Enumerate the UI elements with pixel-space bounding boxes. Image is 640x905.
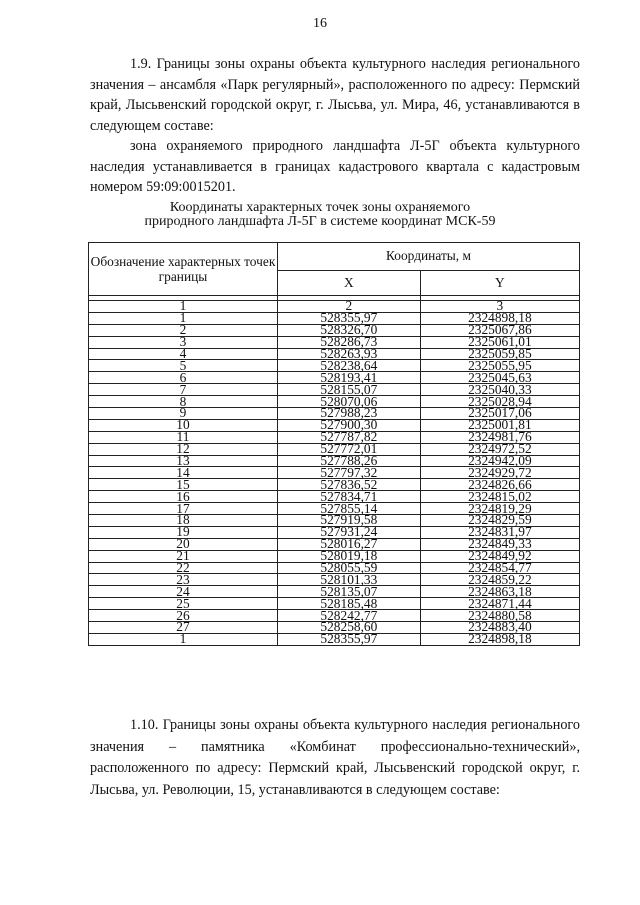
y-coordinate-cell: 2324942,09 xyxy=(420,455,579,467)
y-coordinate-cell: 2324829,59 xyxy=(420,515,579,527)
point-number-cell: 15 xyxy=(89,479,278,491)
point-number-cell: 4 xyxy=(89,348,278,360)
point-number-cell: 8 xyxy=(89,396,278,408)
point-number-cell: 25 xyxy=(89,598,278,610)
point-number-cell: 9 xyxy=(89,408,278,420)
x-coordinate-cell: 528242,77 xyxy=(278,610,421,622)
x-coordinate-cell: 528355,97 xyxy=(278,312,421,324)
y-coordinate-cell: 2324859,22 xyxy=(420,574,579,586)
point-number-cell: 23 xyxy=(89,574,278,586)
point-number-cell: 11 xyxy=(89,431,278,443)
table-row xyxy=(89,633,580,645)
point-number-cell: 17 xyxy=(89,503,278,515)
x-coordinate-cell: 528135,07 xyxy=(278,586,421,598)
point-number-cell: 2 xyxy=(89,324,278,336)
y-coordinate-cell: 2325028,94 xyxy=(420,396,579,408)
point-number-cell: 19 xyxy=(89,526,278,538)
x-coordinate-cell: 528286,73 xyxy=(278,336,421,348)
point-number-cell: 5 xyxy=(89,360,278,372)
point-number-cell: 10 xyxy=(89,419,278,431)
x-coordinate-cell: 527988,23 xyxy=(278,408,421,420)
x-coordinate-cell: 527900,30 xyxy=(278,419,421,431)
y-coordinate-cell: 2325067,86 xyxy=(420,324,579,336)
y-coordinate-cell: 2325001,81 xyxy=(420,419,579,431)
y-coordinate-cell: 2325040,33 xyxy=(420,384,579,396)
y-coordinate-cell: 2324883,40 xyxy=(420,622,579,634)
x-coordinate-cell: 527787,82 xyxy=(278,431,421,443)
y-coordinate-cell: 2324898,18 xyxy=(420,633,579,645)
point-number-cell: 14 xyxy=(89,467,278,479)
point-number-cell: 22 xyxy=(89,562,278,574)
y-coordinate-cell: 2324831,97 xyxy=(420,526,579,538)
x-coordinate-cell: 528258,60 xyxy=(278,622,421,634)
section-1-9-paragraph: 1.9. Границы зоны охраны объекта культурного наследия регионального значения – ансамбля «Парк регулярный», расположенного по адресу: Пермский край, Лысьвенский городской округ, г. Лысьва, ул. Мира, 46, устанавливаются в следующем составе: xyxy=(90,56,580,134)
section-1-10-paragraph: 1.10. Границы зоны охраны объекта культурного наследия регионального значения – памятника «Комбинат профессионально-технический», расположенного по адресу: Пермский край, Лысьвенский городской округ, г. Лысьва, ул. Революции, 15, устанавливаются в следующем составе: xyxy=(90,717,580,798)
section-1-9-zone-paragraph: зона охраняемого природного ландшафта Л-5Г объекта культурного наследия устанавливается в границах кадастрового квартала с кадастровым номером 59:09:0015201. xyxy=(90,138,580,195)
table-title-line-2: природного ландшафта Л-5Г в системе координат МСК-59 xyxy=(144,214,496,229)
header-y: Y xyxy=(420,270,579,295)
column-number-2: 2 xyxy=(278,301,421,313)
x-coordinate-cell: 528355,97 xyxy=(278,633,421,645)
y-coordinate-cell: 2324880,58 xyxy=(420,610,579,622)
y-coordinate-cell: 2324898,18 xyxy=(420,312,579,324)
y-coordinate-cell: 2324815,02 xyxy=(420,491,579,503)
point-number-cell: 27 xyxy=(89,622,278,634)
point-number-cell: 6 xyxy=(89,372,278,384)
y-coordinate-cell: 2324826,66 xyxy=(420,479,579,491)
coordinates-table-body xyxy=(89,296,580,646)
x-coordinate-cell: 528019,18 xyxy=(278,550,421,562)
y-coordinate-cell: 2324854,77 xyxy=(420,562,579,574)
point-number-cell: 1 xyxy=(89,312,278,324)
y-coordinate-cell: 2324819,29 xyxy=(420,503,579,515)
x-coordinate-cell: 527834,71 xyxy=(278,491,421,503)
header-x: X xyxy=(278,270,421,295)
x-coordinate-cell: 528155,07 xyxy=(278,384,421,396)
y-coordinate-cell: 2324871,44 xyxy=(420,598,579,610)
point-number-cell: 21 xyxy=(89,550,278,562)
y-coordinate-cell: 2324863,18 xyxy=(420,586,579,598)
y-coordinate-cell: 2324929,72 xyxy=(420,467,579,479)
y-coordinate-cell: 2325017,06 xyxy=(420,408,579,420)
x-coordinate-cell: 528326,70 xyxy=(278,324,421,336)
x-coordinate-cell: 528016,27 xyxy=(278,538,421,550)
x-coordinate-cell: 527919,58 xyxy=(278,515,421,527)
x-coordinate-cell: 527836,52 xyxy=(278,479,421,491)
column-number-3: 3 xyxy=(420,301,579,313)
y-coordinate-cell: 2324972,52 xyxy=(420,443,579,455)
point-number-cell: 20 xyxy=(89,538,278,550)
point-number-cell: 26 xyxy=(89,610,278,622)
x-coordinate-cell: 527931,24 xyxy=(278,526,421,538)
coordinates-table xyxy=(88,242,580,646)
x-coordinate-cell: 527772,01 xyxy=(278,443,421,455)
point-number-cell: 16 xyxy=(89,491,278,503)
y-coordinate-cell: 2325045,63 xyxy=(420,372,579,384)
y-coordinate-cell: 2324849,33 xyxy=(420,538,579,550)
point-number-cell: 1 xyxy=(89,633,278,645)
table-title xyxy=(110,201,530,229)
y-coordinate-cell: 2325059,85 xyxy=(420,348,579,360)
x-coordinate-cell: 528101,33 xyxy=(278,574,421,586)
x-coordinate-cell: 528185,48 xyxy=(278,598,421,610)
point-number-cell: 12 xyxy=(89,443,278,455)
x-coordinate-cell: 528070,06 xyxy=(278,396,421,408)
x-coordinate-cell: 528055,59 xyxy=(278,562,421,574)
column-number-1: 1 xyxy=(89,301,278,313)
point-number-cell: 24 xyxy=(89,586,278,598)
header-coordinates: Координаты, м xyxy=(278,243,580,271)
y-coordinate-cell: 2324849,92 xyxy=(420,550,579,562)
point-number-cell: 3 xyxy=(89,336,278,348)
y-coordinate-cell: 2325055,95 xyxy=(420,360,579,372)
table-title-line-1: Координаты характерных точек зоны охраняемого xyxy=(169,200,471,215)
point-number-cell: 18 xyxy=(89,515,278,527)
page-number: 16 xyxy=(313,16,327,31)
x-coordinate-cell: 528263,93 xyxy=(278,348,421,360)
x-coordinate-cell: 527797,32 xyxy=(278,467,421,479)
x-coordinate-cell: 528193,41 xyxy=(278,372,421,384)
y-coordinate-cell: 2324981,76 xyxy=(420,431,579,443)
point-number-cell: 13 xyxy=(89,455,278,467)
header-point-designation: Обозначение характерных точек границы xyxy=(89,243,278,296)
y-coordinate-cell: 2325061,01 xyxy=(420,336,579,348)
point-number-cell: 7 xyxy=(89,384,278,396)
x-coordinate-cell: 527855,14 xyxy=(278,503,421,515)
x-coordinate-cell: 528238,64 xyxy=(278,360,421,372)
x-coordinate-cell: 527788,26 xyxy=(278,455,421,467)
